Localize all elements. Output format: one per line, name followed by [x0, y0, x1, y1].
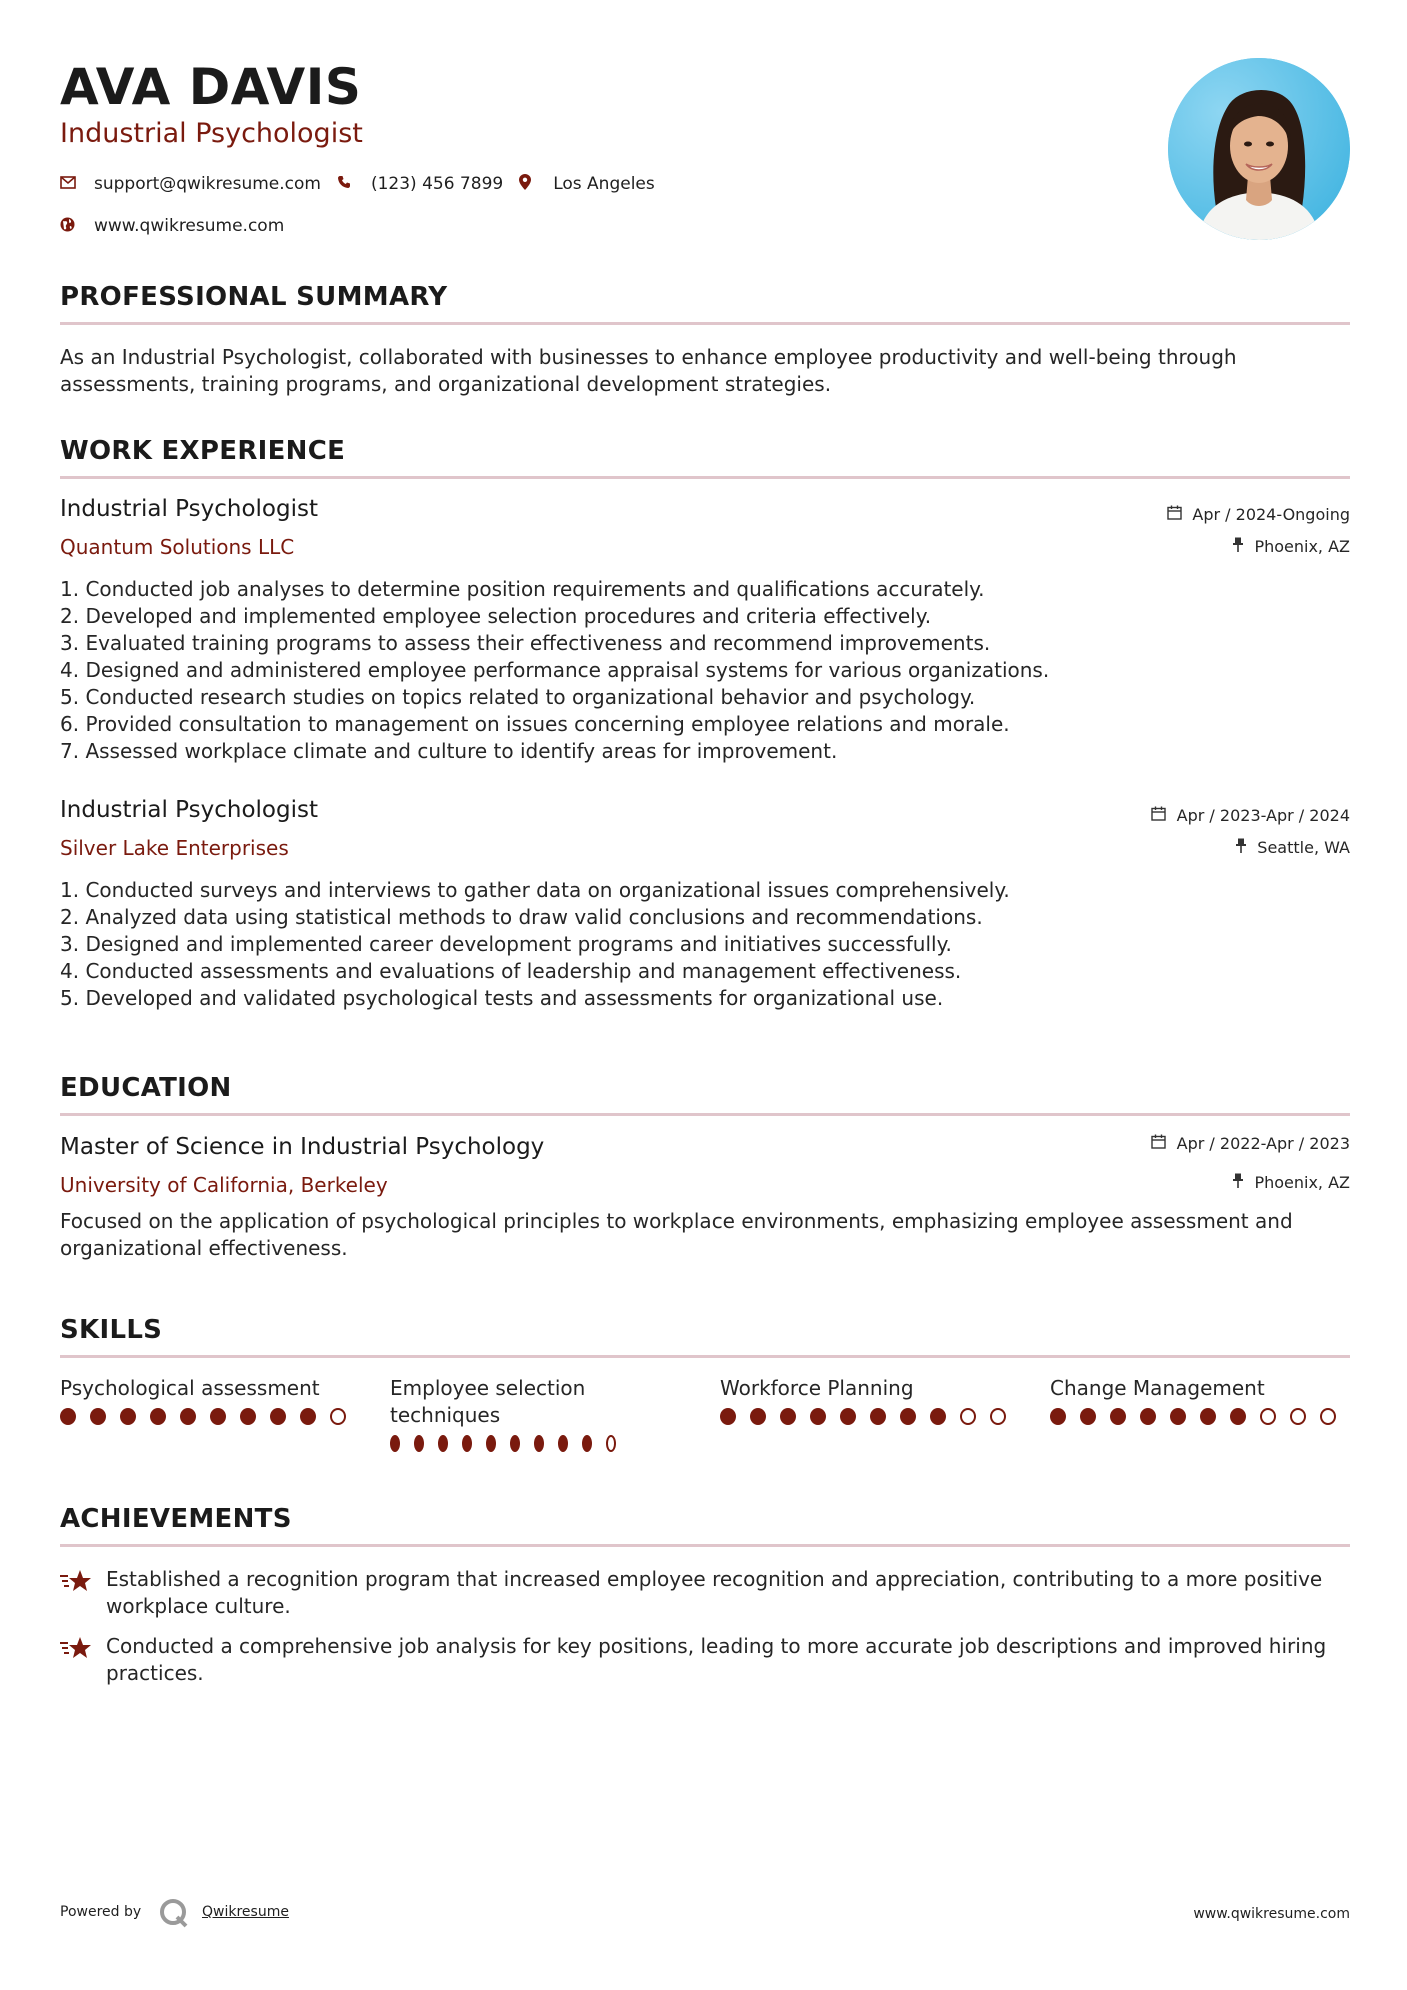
phone-text: (123) 456 7899: [370, 174, 504, 194]
profile-photo: [1168, 58, 1350, 240]
rating-dot-filled: [840, 1408, 856, 1425]
summary-heading: PROFESSIONAL SUMMARY: [60, 282, 448, 312]
rating-dot-filled: [210, 1408, 226, 1425]
rating-dot-filled: [180, 1408, 196, 1425]
rating-dot-filled: [1080, 1408, 1096, 1425]
map-pin-icon: [519, 174, 541, 194]
rating-dot-filled: [414, 1435, 424, 1452]
calendar-icon: [1151, 1135, 1171, 1153]
education-dates: [1151, 1134, 1350, 1153]
skill-1: [60, 1375, 360, 1425]
list-item: 3. Evaluated training programs to assess their effectiveness and recommend improvements.: [60, 631, 991, 655]
list-item: 4. Conducted assessments and evaluations of leadership and management effectiveness.: [60, 959, 962, 983]
skill-4: [1050, 1375, 1350, 1425]
rating-dot-filled: [930, 1408, 946, 1425]
skills-divider: [60, 1355, 1350, 1358]
pin-icon: [1232, 1174, 1249, 1192]
candidate-role: Industrial Psychologist: [60, 118, 363, 149]
rating-dot-empty: [960, 1408, 976, 1425]
pin-icon: [1235, 839, 1252, 857]
job-2-dates-text: Apr / 2023-Apr / 2024: [1176, 806, 1350, 825]
rating-dot-filled: [150, 1408, 166, 1425]
achievement-text: Established a recognition program that increased employee recognition and appreciation, contributing to a more positive workplace culture.: [106, 1567, 1323, 1618]
rating-dot-empty: [330, 1408, 346, 1425]
qwikresume-logo-icon: [158, 1898, 190, 1932]
rating-dot-filled: [780, 1408, 796, 1425]
job-2-title: Industrial Psychologist: [60, 797, 318, 823]
job-1-dates: [1167, 505, 1350, 524]
email-text: support@qwikresume.com: [94, 174, 321, 194]
rating-dot-filled: [582, 1435, 592, 1452]
skill-2: [390, 1375, 630, 1452]
job-1-dates-text: Apr / 2024-Ongoing: [1192, 505, 1350, 524]
rating-dot-filled: [300, 1408, 316, 1425]
skill-name: Employee selection techniques: [390, 1376, 586, 1427]
rating-dot-filled: [510, 1435, 520, 1452]
rating-dot-empty: [1260, 1408, 1276, 1425]
rating-dot-filled: [486, 1435, 496, 1452]
rating-dot-filled: [1200, 1408, 1216, 1425]
summary-divider: [60, 322, 1350, 325]
experience-divider: [60, 476, 1350, 479]
rating-dot-empty: [606, 1435, 616, 1452]
list-item: 5. Conducted research studies on topics related to organizational behavior and psychology.: [60, 685, 976, 709]
skill-3: [720, 1375, 1020, 1425]
list-item: 1. Conducted job analyses to determine position requirements and qualifications accurately.: [60, 577, 985, 601]
education-location: [1232, 1173, 1350, 1192]
rating-dot-filled: [1110, 1408, 1126, 1425]
rating-dot-filled: [462, 1435, 472, 1452]
job-1-title: Industrial Psychologist: [60, 496, 318, 522]
powered-by-label: Powered by: [60, 1904, 142, 1920]
star-icon: [60, 1633, 106, 1687]
job-2-location-text: Seattle, WA: [1257, 838, 1350, 857]
school-name: University of California, Berkeley: [60, 1173, 388, 1197]
list-item: 2. Analyzed data using statistical methods to draw valid conclusions and recommendations.: [60, 905, 983, 929]
location-text: Los Angeles: [553, 174, 655, 194]
achievement-item: [60, 1566, 1350, 1620]
education-dates-text: Apr / 2022-Apr / 2023: [1176, 1134, 1350, 1153]
rating-dot-filled: [1230, 1408, 1246, 1425]
experience-heading: WORK EXPERIENCE: [60, 436, 346, 466]
skill-name: Change Management: [1050, 1376, 1265, 1400]
rating-dot-filled: [120, 1408, 136, 1425]
skill-name: Psychological assessment: [60, 1376, 320, 1400]
rating-dot-empty: [990, 1408, 1006, 1425]
contact-website[interactable]: [60, 216, 284, 236]
contact-row: [60, 174, 671, 194]
job-2-dates: [1151, 806, 1350, 825]
calendar-icon: [1167, 506, 1187, 524]
skill-rating: [60, 1408, 360, 1425]
education-heading: EDUCATION: [60, 1073, 232, 1103]
list-item: 6. Provided consultation to management on issues concerning employee relations and morale.: [60, 712, 1010, 736]
rating-dot-filled: [558, 1435, 568, 1452]
job-2-company: Silver Lake Enterprises: [60, 836, 289, 860]
job-1-location: [1232, 537, 1350, 556]
job-2-bullets: [60, 877, 1350, 1012]
job-1-bullets: [60, 576, 1350, 765]
skills-heading: SKILLS: [60, 1315, 163, 1345]
list-item: 5. Developed and validated psychological tests and assessments for organizational use.: [60, 986, 944, 1010]
contact-phone[interactable]: [337, 174, 503, 194]
skill-rating: [720, 1408, 1020, 1425]
rating-dot-filled: [1050, 1408, 1066, 1425]
footer-url[interactable]: www.qwikresume.com: [1193, 1906, 1350, 1922]
job-2-location: [1235, 838, 1350, 857]
calendar-icon: [1151, 807, 1171, 825]
skill-name: Workforce Planning: [720, 1376, 914, 1400]
contact-row-website: [60, 216, 300, 236]
rating-dot-filled: [900, 1408, 916, 1425]
rating-dot-filled: [870, 1408, 886, 1425]
skill-rating: [390, 1435, 630, 1452]
rating-dot-filled: [750, 1408, 766, 1425]
list-item: 2. Developed and implemented employee selection procedures and criteria effectively.: [60, 604, 932, 628]
rating-dot-filled: [240, 1408, 256, 1425]
list-item: 3. Designed and implemented career development programs and initiatives successfully.: [60, 932, 952, 956]
phone-icon: [337, 175, 359, 193]
rating-dot-filled: [720, 1408, 736, 1425]
rating-dot-empty: [1320, 1408, 1336, 1425]
rating-dot-filled: [270, 1408, 286, 1425]
candidate-name: AVA DAVIS: [60, 58, 362, 116]
achievement-text: Conducted a comprehensive job analysis for key positions, leading to more accurate job descriptions and improved hiring practices.: [106, 1634, 1327, 1685]
education-divider: [60, 1113, 1350, 1116]
pin-icon: [1232, 538, 1249, 556]
rating-dot-filled: [90, 1408, 106, 1425]
globe-icon: [60, 217, 82, 236]
rating-dot-filled: [810, 1408, 826, 1425]
education-location-text: Phoenix, AZ: [1254, 1173, 1350, 1192]
resume-page: [60, 0, 1350, 1990]
list-item: 1. Conducted surveys and interviews to gather data on organizational issues comprehensively.: [60, 878, 1010, 902]
rating-dot-filled: [534, 1435, 544, 1452]
job-1-company: Quantum Solutions LLC: [60, 535, 295, 559]
website-text: www.qwikresume.com: [94, 216, 285, 236]
rating-dot-filled: [60, 1408, 76, 1425]
degree-title: Master of Science in Industrial Psychology: [60, 1134, 545, 1160]
skill-rating: [1050, 1408, 1350, 1425]
list-item: 7. Assessed workplace climate and culture to identify areas for improvement.: [60, 739, 838, 763]
rating-dot-empty: [1290, 1408, 1306, 1425]
rating-dot-filled: [438, 1435, 448, 1452]
star-icon: [60, 1566, 106, 1620]
contact-location: [519, 174, 655, 194]
achievement-item: [60, 1633, 1350, 1687]
rating-dot-filled: [390, 1435, 400, 1452]
qwikresume-link[interactable]: Qwikresume: [202, 1904, 289, 1920]
contact-email[interactable]: [60, 174, 321, 194]
achievements-heading: ACHIEVEMENTS: [60, 1504, 292, 1534]
envelope-icon: [60, 175, 82, 193]
rating-dot-filled: [1170, 1408, 1186, 1425]
list-item: 4. Designed and administered employee performance appraisal systems for various organizations.: [60, 658, 1050, 682]
rating-dot-filled: [1140, 1408, 1156, 1425]
job-1-location-text: Phoenix, AZ: [1254, 537, 1350, 556]
education-description: Focused on the application of psychological principles to workplace environments, emphasizing employee assessment and organizational effectiveness.: [60, 1209, 1293, 1260]
achievements-divider: [60, 1544, 1350, 1547]
summary-text: As an Industrial Psychologist, collaborated with businesses to enhance employee productivity and well-being through assessments, training programs, and organizational development strategies.: [60, 345, 1237, 396]
